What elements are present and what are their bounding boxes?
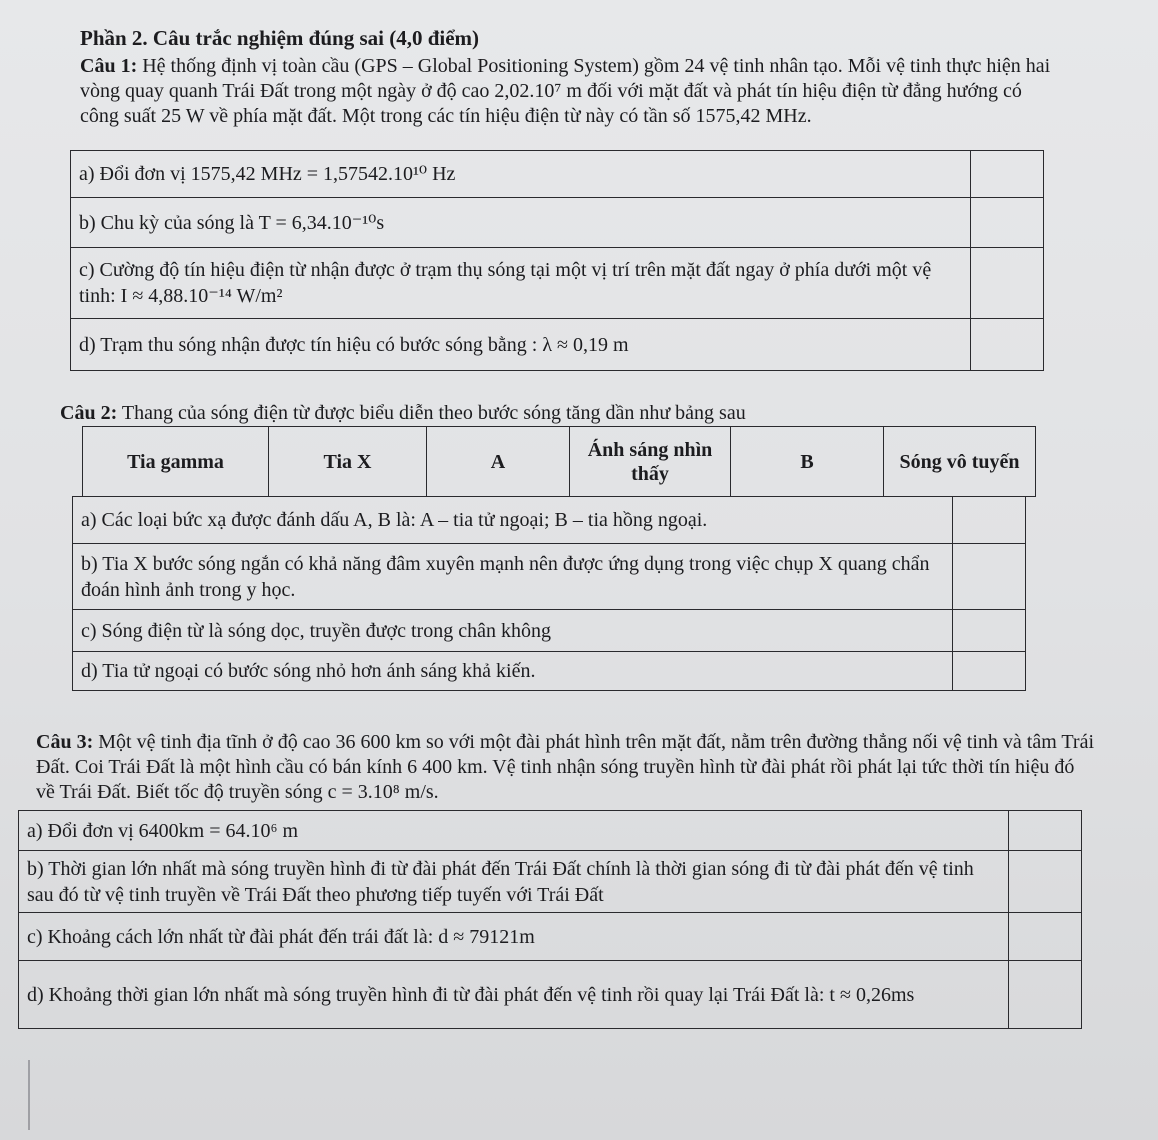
- question-2-label: Câu 2:: [60, 402, 118, 424]
- band-gamma: Tia gamma: [83, 427, 269, 497]
- q3-answer-c[interactable]: [1009, 913, 1082, 961]
- band-x-ray: Tia X: [269, 427, 427, 497]
- q2-statement-a: a) Các loại bức xạ được đánh dấu A, B là: A – tia tử ngoại; B – tia hồng ngoại.: [73, 497, 953, 544]
- question-3-body: Một vệ tinh địa tĩnh ở độ cao 36 600 km so với một đài phát hình trên mặt đất, nằm trên đường thẳng nối vệ tinh và tâm Trái Đất. Coi Trái Đất là một hình cầu có bán kính 6 400 km. Vệ tinh nhận sóng truyền hình từ đài phát rồi phát lại tức thời tín hiệu đó về Trái Đất. Biết tốc độ truyền sóng c = 3.10⁸ m/s.: [36, 731, 1095, 803]
- q2-statement-d: d) Tia tử ngoại có bước sóng nhỏ hơn ánh sáng khả kiến.: [73, 652, 953, 691]
- q3-answer-a[interactable]: [1009, 811, 1082, 851]
- question-1-body: Hệ thống định vị toàn cầu (GPS – Global Positioning System) gồm 24 vệ tinh nhân tạo. Mỗi vệ tinh thực hiện hai vòng quay quanh Trái Đất trong một ngày ở độ cao 2,02.10⁷ m đối với mặt đất và phát tín hiệu điện từ đẳng hướng có công suất 25 W về phía mặt đất. Một trong các tín hiệu điện từ này có tần số 1575,42 MHz.: [80, 55, 1051, 127]
- question-1-label: Câu 1:: [80, 55, 138, 77]
- q2-answer-c[interactable]: [953, 610, 1026, 652]
- q2-statement-b: b) Tia X bước sóng ngắn có khả năng đâm xuyên mạnh nên được ứng dụng trong việc chụp X quang chẩn đoán hình ảnh trong y học.: [73, 544, 953, 610]
- q3-statement-c: c) Khoảng cách lớn nhất từ đài phát đến trái đất là: d ≈ 79121m: [19, 913, 1009, 961]
- question-2-table: [72, 496, 1026, 691]
- q1-answer-d[interactable]: [971, 319, 1044, 371]
- q1-statement-a: a) Đổi đơn vị 1575,42 MHz = 1,57542.10¹⁰ Hz: [71, 151, 971, 198]
- q1-answer-a[interactable]: [971, 151, 1044, 198]
- q1-statement-b: b) Chu kỳ của sóng là T = 6,34.10⁻¹⁰s: [71, 198, 971, 248]
- q2-answer-b[interactable]: [953, 544, 1026, 610]
- question-1-table: [70, 150, 1044, 371]
- q1-answer-b[interactable]: [971, 198, 1044, 248]
- question-2-text: [60, 402, 746, 425]
- band-b: B: [731, 427, 884, 497]
- q2-answer-a[interactable]: [953, 497, 1026, 544]
- spectrum-table: [82, 426, 1036, 497]
- q1-answer-c[interactable]: [971, 248, 1044, 319]
- pen-mark: [28, 1060, 30, 1130]
- q1-statement-d: d) Trạm thu sóng nhận được tín hiệu có bước sóng bằng : λ ≈ 0,19 m: [71, 319, 971, 371]
- band-visible: Ánh sáng nhìn thấy: [570, 427, 731, 497]
- band-a: A: [427, 427, 570, 497]
- q2-statement-c: c) Sóng điện từ là sóng dọc, truyền được trong chân không: [73, 610, 953, 652]
- question-3-label: Câu 3:: [36, 731, 94, 753]
- band-radio: Sóng vô tuyến: [884, 427, 1036, 497]
- question-1-text: [80, 54, 1060, 129]
- q3-answer-d[interactable]: [1009, 961, 1082, 1029]
- question-3-table: [18, 810, 1082, 1029]
- q3-statement-d: d) Khoảng thời gian lớn nhất mà sóng truyền hình đi từ đài phát đến vệ tinh rồi quay lại Trái Đất là: t ≈ 0,26ms: [19, 961, 1009, 1029]
- question-2-body: Thang của sóng điện từ được biểu diễn theo bước sóng tăng dần như bảng sau: [117, 402, 746, 424]
- section-title: Phần 2. Câu trắc nghiệm đúng sai (4,0 điểm): [80, 26, 480, 50]
- q2-answer-d[interactable]: [953, 652, 1026, 691]
- q3-statement-b: b) Thời gian lớn nhất mà sóng truyền hình đi từ đài phát đến Trái Đất chính là thời gian sóng đi từ đài phát đến vệ tinh sau đó từ vệ tinh truyền về Trái Đất theo phương tiếp tuyến với Trái Đất: [19, 851, 1009, 913]
- question-3-text: [36, 730, 1096, 805]
- q3-statement-a: a) Đổi đơn vị 6400km = 64.10⁶ m: [19, 811, 1009, 851]
- q3-answer-b[interactable]: [1009, 851, 1082, 913]
- q1-statement-c: c) Cường độ tín hiệu điện từ nhận được ở trạm thụ sóng tại một vị trí trên mặt đất ngay ở phía dưới một vệ tinh: I ≈ 4,88.10⁻¹⁴ W/m²: [71, 248, 971, 319]
